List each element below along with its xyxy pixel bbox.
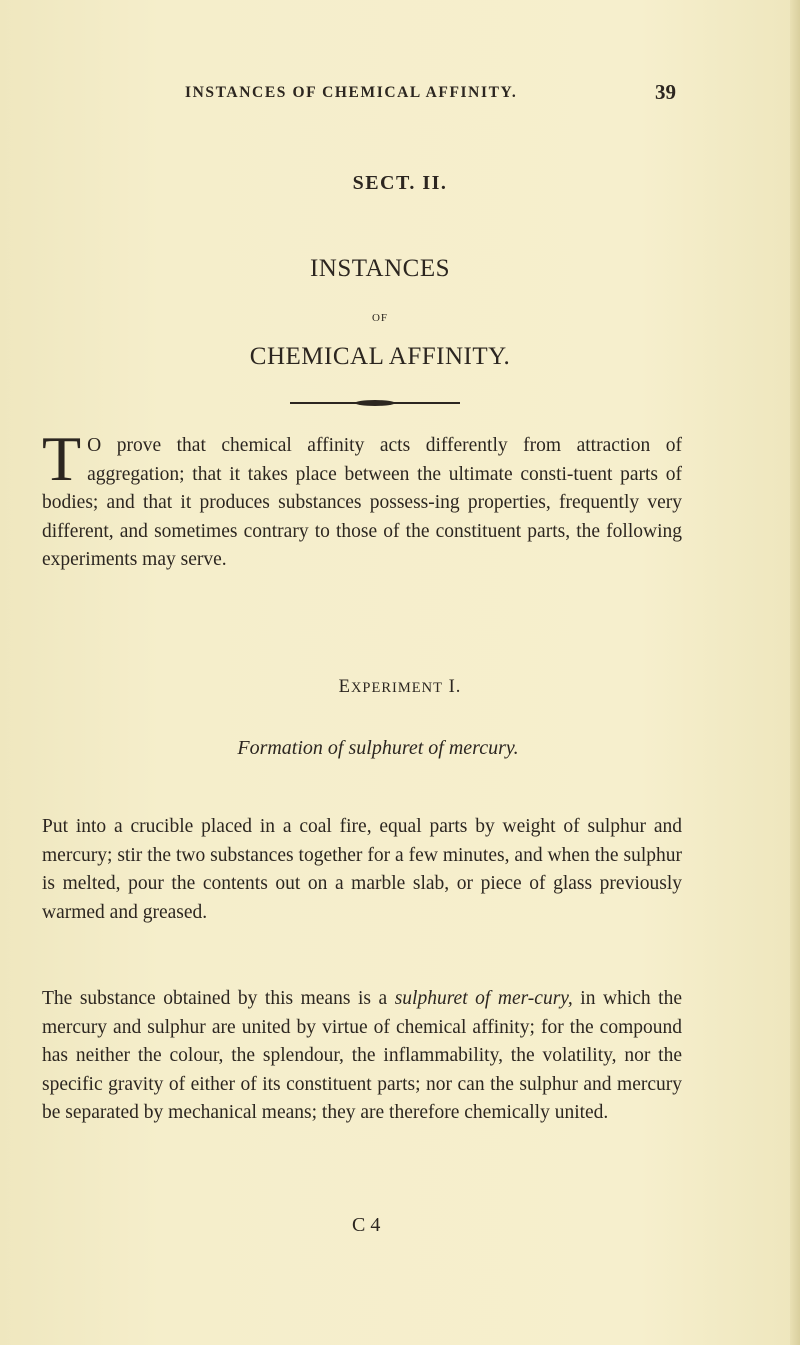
experiment-number: I. (448, 677, 462, 697)
intro-text: O prove that chemical affinity acts differently from attraction of aggregation; that it takes place between the ultimate consti-tuent parts of bodies; and that it produces substances possess-ing properties, frequently very different, and sometimes contrary to those of the constituent parts, the following experiments may serve. (42, 435, 682, 570)
drop-cap: T (42, 423, 82, 494)
running-head: INSTANCES OF CHEMICAL AFFINITY. (185, 84, 518, 101)
page-edge (790, 0, 800, 1345)
experiment-heading (0, 677, 800, 698)
intro-paragraph (42, 423, 682, 575)
result-italic-term: sulphuret of mer-cury, (394, 988, 573, 1009)
experiment-word: XPERIMENT (350, 680, 443, 696)
section-heading: SECT. II. (352, 172, 448, 194)
result-paragraph (42, 985, 682, 1128)
ornamental-rule-center (355, 400, 395, 406)
experiment-initial: E (338, 677, 351, 697)
result-text-end: in which the mercury and sulphur are united by virtue of chemical affinity; for the compound has neither the colour, the splendour, the inflammability, the volatility, nor the specific gravity of either of its constituent parts; nor can the sulphur and mercury be separated by mechanical means; they are therefore chemically united. (42, 988, 682, 1123)
result-text-start: The substance obtained by this means is a (42, 988, 395, 1009)
title-of: OF (371, 312, 389, 324)
procedure-paragraph: Put into a crucible placed in a coal fire, equal parts by weight of sulphur and mercury; stir the two substances together for a few minutes, and when the sulphur is melted, pour the contents out on a marble slab, or piece of glass previously warmed and greased. (42, 816, 682, 923)
title-line-1: INSTANCES (309, 255, 450, 282)
page-number: 39 (655, 80, 676, 104)
formation-title: Formation of sulphuret of mercury. (237, 737, 519, 759)
title-line-2: CHEMICAL AFFINITY. (249, 343, 511, 370)
catchword-signature: C 4 (352, 1214, 381, 1236)
